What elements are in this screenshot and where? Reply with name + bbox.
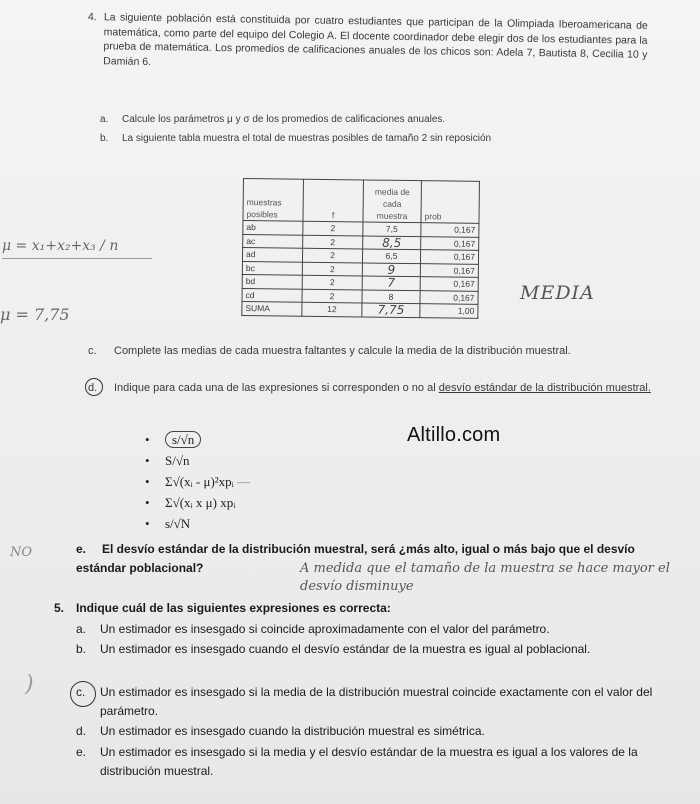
- header-f: f: [303, 179, 364, 222]
- cell-prob: 0,167: [420, 290, 478, 304]
- table-total-row: [242, 301, 478, 317]
- cell-f: 2: [303, 221, 363, 235]
- cell-muestra: ab: [243, 221, 303, 235]
- expressions-list: [145, 432, 250, 537]
- cell-muestra: ad: [242, 248, 302, 262]
- watermark: Altillo.com: [407, 424, 501, 446]
- expression-text: S/√n: [165, 453, 190, 468]
- question-5: [54, 599, 391, 618]
- cell-prob: 0,167: [420, 250, 478, 264]
- item-a-label: a.: [100, 114, 109, 125]
- cell-muestra: bc: [242, 261, 302, 275]
- cell-muestra: bd: [242, 274, 302, 288]
- cell-prob: 0,167: [421, 236, 479, 250]
- option-d: d. Un estimador es insesgado cuando la distribución muestral es simétrica.: [76, 724, 485, 738]
- cell-media-handwritten: 8,5: [363, 235, 421, 249]
- cell-total-prob: 1,00: [420, 304, 478, 318]
- cell-total-media: 7,75: [362, 303, 420, 317]
- cell-total-f: 12: [302, 302, 362, 316]
- expression-text: Σ√(xᵢ - μ)²xpᵢ: [165, 474, 234, 489]
- cell-f: 2: [302, 262, 362, 276]
- option-a: a. Un estimador es insesgado si coincide aproximadamente con el valor del parámetro.: [76, 622, 550, 636]
- cell-prob: 0,167: [421, 223, 479, 237]
- cell-total-label: SUMA: [242, 301, 302, 315]
- sampling-table: [241, 178, 480, 318]
- item-d-text: Indique para cada una de las expresiones si corresponden o no al: [114, 382, 436, 394]
- option-c: c. Un estimador es insesgado si la media de la distribución muestral coincide exactamente con el valor del parámetro.: [76, 685, 653, 718]
- cell-prob: 0,167: [420, 263, 478, 277]
- option-e: e. Un estimador es insesgado si la media y el desvío estándar de la muestra es igual a los valores de la distribución muestral.: [76, 745, 638, 778]
- item-c-label: c.: [88, 345, 97, 357]
- question-5-title: Indique cuál de las siguientes expresiones es correcta:: [76, 601, 391, 615]
- item-d-label: d.: [88, 382, 98, 394]
- handwritten-margin-note: MEDIA: [520, 282, 595, 304]
- handwritten-answer-e: A medida que el tamaño de la muestra se hace mayor el desvío disminuye: [300, 561, 670, 594]
- item-a-text: Calcule los parámetros μ y σ de los promedios de calificaciones anuales.: [122, 114, 446, 125]
- question-5-number: 5.: [54, 601, 65, 615]
- item-d: [88, 380, 658, 396]
- item-b-text: La siguiente tabla muestra el total de muestras posibles de tamaño 2 sin reposición: [122, 133, 492, 144]
- header-media: media de cada muestra: [363, 180, 422, 223]
- cell-media: 7,5: [363, 222, 421, 236]
- question-4-text: La siguiente población está constituida por cuatro estudiantes que participan de la Olimpiada Iberoamericana de matemática, como parte del equipo del Colegio A. El docente coordinador debe elegir dos de los estudiantes para la prueba de matemática. Los promedios de calificaciones anuales de los chicos son: Adela 7, Bautista 8, Cecilia 10 y Damián 6.: [103, 11, 648, 68]
- cell-f: 2: [302, 275, 362, 289]
- cell-media-handwritten: 9: [362, 262, 420, 276]
- item-b-label: b.: [100, 133, 109, 144]
- cell-media-handwritten: 7: [362, 276, 420, 290]
- cell-muestra: ac: [243, 234, 303, 248]
- header-muestras: muestras posibles: [243, 179, 304, 222]
- expression-item: [145, 516, 250, 537]
- item-c-text: Complete las medias de cada muestra faltantes y calcule la media de la distribución muestral.: [114, 345, 571, 357]
- handwritten-mu-formula: μ = x₁+x₂+x₃ / n: [2, 238, 162, 259]
- handwritten-no: NO: [10, 545, 33, 560]
- cell-media: 6,5: [362, 249, 420, 263]
- item-a: [100, 114, 445, 125]
- item-e-label: e.: [76, 542, 87, 556]
- item-c: [88, 343, 658, 359]
- cell-f: 2: [302, 248, 362, 262]
- header-prob: prob: [421, 181, 480, 224]
- expression-circled: s/√n: [165, 431, 201, 448]
- option-b: b. Un estimador es insesgado cuando el desvío estándar de la muestra es igual al poblacional.: [76, 642, 591, 656]
- cell-f: 2: [302, 289, 362, 303]
- expression-item: [145, 453, 250, 474]
- item-b: [100, 133, 491, 144]
- expression-text: Σ√(xᵢ x μ) xpᵢ: [165, 495, 236, 510]
- expression-text: s/√N: [165, 516, 191, 531]
- item-e-text: El desvío estándar de la distribución muestral, será ¿más alto, igual o más bajo que el desvío estándar poblacional?: [76, 542, 635, 575]
- handwritten-mu-value: μ = 7,75: [0, 305, 70, 324]
- cell-muestra: cd: [242, 288, 302, 302]
- expression-item: [145, 495, 250, 516]
- question-number: 4.: [87, 10, 97, 24]
- expression-item: [145, 432, 250, 453]
- handwritten-check: ): [25, 672, 34, 697]
- cell-media: 8: [362, 289, 420, 303]
- expression-item: • Σ√(xᵢ - μ)²xpᵢ —: [145, 474, 250, 495]
- question-4: [87, 10, 648, 77]
- item-d-text-underlined: desvío estándar de la distribución muestral.: [438, 382, 651, 394]
- cell-f: 2: [303, 235, 363, 249]
- cell-prob: 0,167: [420, 277, 478, 291]
